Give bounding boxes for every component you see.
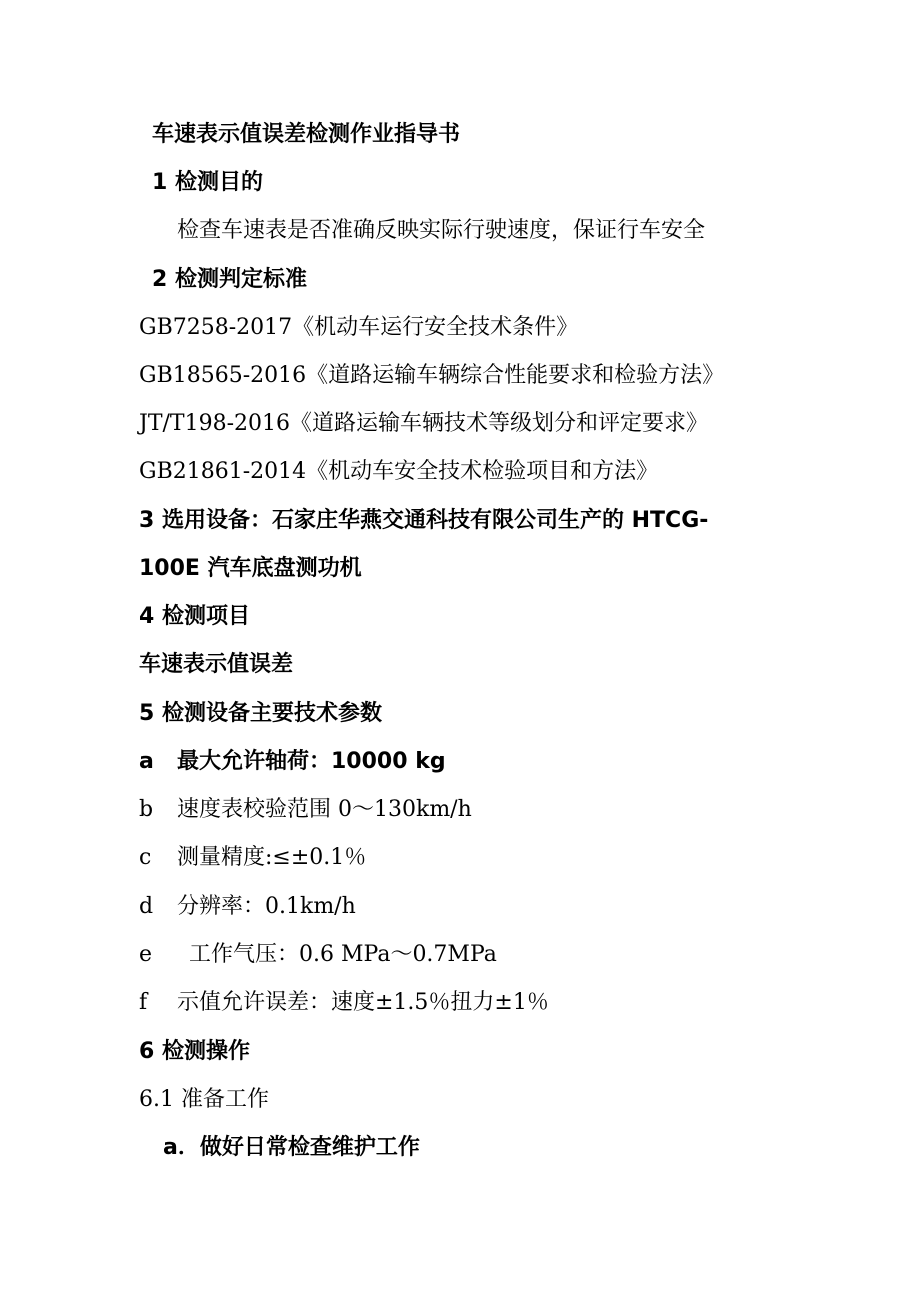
section-3-line-2: 100E 汽车底盘测功机 xyxy=(139,556,362,581)
section-4-body: 车速表示值误差 xyxy=(139,652,294,677)
section-6-1-heading: 6.1 准备工作 xyxy=(139,1087,269,1112)
section-6-heading: 6 检测操作 xyxy=(139,1039,250,1064)
standard-item: GB21861-2014《机动车安全技术检验项目和方法》 xyxy=(139,459,659,484)
param-label: f xyxy=(139,990,148,1015)
standard-item: GB18565-2016《道路运输车辆综合性能要求和检验方法》 xyxy=(139,363,725,388)
param-item xyxy=(139,988,549,1018)
param-text: 分辨率：0.1km/h xyxy=(177,894,356,919)
param-text: 最大允许轴荷：10000 kg xyxy=(177,749,446,774)
param-item xyxy=(139,795,472,825)
section-2-heading: 2 检测判定标准 xyxy=(152,267,307,292)
section-1-heading: 1 检测目的 xyxy=(152,170,263,195)
section-6-1-item-a: a．做好日常检查维护工作 xyxy=(163,1135,420,1160)
param-item xyxy=(139,747,446,777)
param-label: c xyxy=(139,845,152,870)
section-5-heading: 5 检测设备主要技术参数 xyxy=(139,701,382,726)
param-item xyxy=(139,940,497,970)
param-text: 示值允许误差：速度±1.5％扭力±1％ xyxy=(177,990,549,1015)
param-label: e xyxy=(139,942,153,967)
param-label: d xyxy=(139,894,154,919)
section-4-heading: 4 检测项目 xyxy=(139,604,250,629)
param-item xyxy=(139,843,366,873)
param-item xyxy=(139,892,356,922)
param-label: b xyxy=(139,797,154,822)
param-text: 工作气压：0.6 MPa～0.7MPa xyxy=(189,942,497,967)
document-title: 车速表示值误差检测作业指导书 xyxy=(152,122,461,147)
param-text: 速度表校验范围 0～130km/h xyxy=(177,797,472,822)
section-3-line-1: 3 选用设备：石家庄华燕交通科技有限公司生产的 HTCG- xyxy=(139,508,709,533)
section-1-body: 检查车速表是否准确反映实际行驶速度，保证行车安全 xyxy=(177,218,706,243)
param-label: a xyxy=(139,749,154,774)
standard-item: GB7258-2017《机动车运行安全技术条件》 xyxy=(139,315,579,340)
standard-item: JT/T198-2016《道路运输车辆技术等级划分和评定要求》 xyxy=(139,411,708,436)
param-text: 测量精度:≤±0.1％ xyxy=(177,845,367,870)
